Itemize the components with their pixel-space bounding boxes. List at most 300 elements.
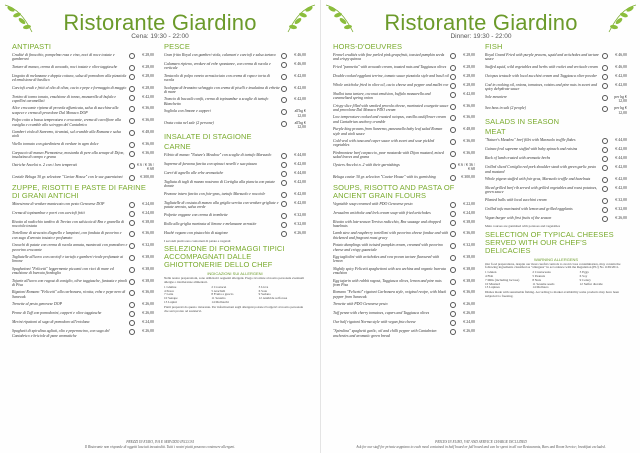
dish-price: € 28,00 [142,53,154,57]
dish-symbol-icon [129,220,135,226]
dish-symbol-icon [450,104,456,110]
section-heading: SELECTION OF TYPICAL CHEESES SERVED WITH OUR CHEF'S DELICACIES [485,229,614,255]
dish-price: € 28,00 [142,73,154,78]
dish-price: € 28,00 [142,64,154,69]
dish-symbol-icon [129,175,135,181]
menu-item [333,243,475,252]
dish-name: Sogliola con limone e capperi [164,109,211,114]
dish-name: Vitello tonnato con giardiniera di verdure in agro dolce [12,141,99,146]
dish-name: Filetto di manzo "Nature's Meadow" con scaglie di tartufo Marzuolo [164,152,272,157]
dish-price: € 32,00 [463,243,475,248]
dish-symbol-icon [129,329,135,335]
allergen-item: 13 Lupini [164,300,177,305]
dish-price: € 26,00 [142,329,154,334]
dish-symbol-icon [450,279,456,285]
dish-price: € 28,00 [463,82,475,87]
dish-price: € 42,00 [294,97,306,102]
dish-price: € 46,00 [615,64,627,69]
dish-symbol-icon [129,320,135,326]
menu-item [12,86,154,92]
dish-symbol-icon [281,192,287,198]
dish-price: € 42,00 [294,85,306,90]
dish-name: Rigatoni Romano "Felicetti" alla carbonara, ricotta, erba e pepe nero di Sarawak [12,290,126,299]
dish-name: Egg tagliolini with artichokes and raw prawn tartare flavoured with lemon [333,254,440,264]
menu-item [485,74,627,80]
menu-item [333,329,475,338]
dish-price: € 36,00 [142,150,154,155]
dish-symbol-icon [281,153,287,159]
dish-symbol-icon [281,86,287,92]
dish-symbol-icon [450,151,456,157]
dish-symbol-icon [450,163,456,169]
menu-item [485,65,627,71]
dish-name: Octopus tentacle with local zucchini cream and Taggiasca olive powder [485,73,597,78]
menu-item [164,180,306,189]
allergen-item: 9 Sedano [258,292,271,297]
dish-price: € 26,00 [294,230,306,235]
menu-note: Main courses are garnished with potatoes and vegetables [485,223,560,228]
dish-price: € 42,00 [615,165,627,170]
dish-name: Crispy slice filled with smoked provola cheese, marinated courgette sauce and provolone Dal Monaco PDO cream [333,103,449,113]
dish-name: Gran fritto Royal con gamberi viola, calamari e carciofi e salsa tartara [164,53,276,57]
dish-price: € 38,00 [142,266,154,271]
dish-symbol-icon [129,243,135,249]
footer-notice: Ask for our staff for private asppiano to each meal contained in half board or full board and can be spent in all our Restaurants, Bars and Room Service; breakfast excluded. [356,445,606,449]
menu-item [333,139,475,148]
dish-name: Carpaccio di manzo Piemontese, mostarda di pere alla senape di Dijon, insalatina di campo e grana [12,150,125,160]
dish-name: Merini ripattoni al sugo di pomodoro all'ertolana [12,320,90,325]
dish-price: € 26,00 [463,302,475,307]
dish-symbol-icon [281,213,287,219]
menu-item [485,53,627,62]
dish-symbol-icon [129,151,135,157]
menu-item [485,186,627,195]
dish-symbol-icon [129,130,135,136]
dish-price: € 22,00 [463,201,475,206]
dish-name: Polpo cotto a bassa temperatura e croccante, crema di cavolfiore alla vaniglia e crumble allo sciroppo del Cantabrico [12,118,122,127]
dish-name: Slightly spicy Felicetti spaghettoni with sea urchins and organic burrata emulsion [333,266,446,276]
dish-price: € 38,00 [463,219,475,224]
section-heading: HORS-D'OEUVRES [333,42,403,51]
menu-item [164,231,306,237]
dish-name: Fennel crudités with fine peeled pink grapefruit, toasted pumpkin seeds and crispy quinoa [333,53,445,62]
dish-symbol-icon [450,302,456,308]
allergen-item: 2 Crustaceans [532,270,551,275]
dish-price: € 42,00 [463,91,475,96]
dish-name: Pezzone intero farcito con foie-gras, tartufo Marzuolo e nocciole [164,191,266,196]
dish-symbol-icon [281,74,287,80]
menu-item [12,243,154,252]
dish-price: € 48,00 [142,130,154,135]
dish-name: Tagliatelle di costata di manzo alla griglia servita con verdure grigliate e patate arrosto, salsa verde [164,200,279,210]
dish-price: € 38,00 [463,278,475,283]
dish-name: Trenette with PDO Genovese pesto [333,302,388,307]
section-heading: INSALATE DI STAGIONE [164,131,252,141]
dish-name: Shallot tuna tartare, coconut emulsion, buffalo mozzarella and caramelized spring onion [333,91,431,101]
menu-item [333,255,475,264]
allergen-item: 6 Soia [258,288,267,293]
dish-symbol-icon [450,83,456,89]
allergen-item: 12 Anidride solforosa [258,296,288,301]
allergen-item: 8 Frutta a guscio [211,292,234,297]
dish-name: Beluga caviar 30 gr. selection "Caviar House" with its garnishing [333,174,436,179]
section-heading: CARNE [164,141,191,151]
dish-name: Piedmontese beef carpaccio, pear mostarda with Dijon mustard, mixed salad leaves and grana [333,150,444,160]
dish-name: Orata cotta nel sale (2 persone) [164,121,214,126]
menu-item [485,216,627,222]
allergen-item: 2 Crostacei [211,284,227,289]
menu-item [12,163,154,172]
dish-name: Spaghetti di spirulina agliati, olio e peperoncino, con sugo del Cantabrico e briciole di pane aromatiche [12,329,110,338]
dish-name: Vegan burger with first fruits of the season [485,215,552,220]
dish-name: Gamberi viola di Sanremo, tiramisù, sul crumble alla Romana e salsa aioli [12,130,122,139]
dish-price: € 28,00 [142,85,154,90]
dish-name: Vegetable soup creamed with PDO Genovese pesto [333,201,413,206]
dish-price: € 32,00 [615,206,627,211]
menu-item [485,83,627,92]
dish-price: € 28,00 [463,53,475,57]
dish-price: € 44,00 [615,138,627,143]
dish-name: Sole meuniere [485,94,508,99]
menu-item [164,201,306,210]
dish-name: Rack of lamb crusted with aromatic herbs [485,156,551,161]
dish-name: Sea bass in salt (2 people) [485,106,526,111]
dish-price: € 44,00 [615,156,627,161]
dish-name: Tajarin all'uovo con ragout di coniglio, olive taggiasche, fantasia e pinoli di Pisa [12,278,128,287]
dish-price: € 32,00 [294,212,306,217]
dish-name: Fried "pannetia" with avocado cream, toasted nuts and Taggiasca olives [333,64,447,69]
dish-price: € 42,00 [294,179,306,184]
dish-symbol-icon [129,106,135,112]
menu-item [333,311,475,317]
price-notice: PRICES IN EURO, VAT AND SERVICE CHARGE INCLUDED [435,440,527,444]
dish-symbol-icon [602,83,608,89]
dish-symbol-icon [450,92,456,98]
menu-item [164,86,306,95]
dish-name: Tartare di manzo, crema di avocado, noci tostate e olive taggiasche [12,64,118,69]
dish-name: Carciofi crudi e fritti al olio di oliva, cacio e pepe e formaggio di maggio [12,85,127,90]
dish-name: Grilled sliced Cortiglia red pork shoulder steak with green garlic pesto and mustard [485,165,597,174]
dish-price: per hg € 12,00 [614,94,627,104]
menu-item [164,53,306,59]
allergen-item: 3 Uova [258,284,269,289]
dish-name: Risotto with late-season Treviso radicchio, Bra sausage and chopped hazelnuts [333,219,441,228]
dish-symbol-icon [129,163,135,169]
dish-price: € 6 / € 36 / € 68 [458,162,475,172]
section-heading: ZUPPE, RISOTTI E PASTE DI FARINE DI GRANI ANTICHI [12,182,146,200]
dish-name: Cold veal with tuna and caper sauce with sweet and sour pickled vegetables [333,139,435,148]
allergen-item: 4 Fish [485,274,494,279]
menu-note: Nelle nostre preparazioni, sono utilizzati i seguenti allergeni. Prego ricordare al nostro personale eventuali allergie o intolleranze alimentari. [164,276,305,285]
menu-item [333,175,475,181]
dish-price: € 24,00 [142,201,154,206]
dish-name: Penne di Tuff con pomodorini, capperi e olive taggiasche [12,311,102,316]
menu-item [12,220,154,229]
allergen-item: 1 Glutine [164,284,177,289]
dish-price: € 26,00 [615,215,627,220]
dish-symbol-icon [450,53,456,59]
dish-price: € 46,00 [294,53,306,57]
menu-item [333,279,475,288]
dish-price: € 36,00 [463,103,475,108]
allergen-item: 10 Senape [164,296,178,301]
section-heading: ANTIPASTI [12,42,52,51]
allergen-item: 7 Milk (including lactose) [485,277,520,282]
dish-symbol-icon [602,138,608,144]
dish-symbol-icon [602,156,608,162]
menu-item [12,279,154,288]
allergen-item: 3 Eggs [579,270,589,275]
menu-item [485,207,627,213]
menu-column [164,41,306,314]
dish-name: Oysters Ancelot n. 2 with their garnishings [333,162,400,167]
dish-symbol-icon [602,53,608,59]
dish-name: Supreme di faraona farcita con spinaci novelli e sua piaaza [164,161,257,166]
section-heading: PESCE [164,42,190,51]
dish-price: € 42,00 [615,177,627,182]
dish-price: € 36,00 [142,141,154,146]
menu-item [12,65,154,71]
menu-item [12,320,154,326]
dish-name: Planted balls with local zucchini cream [485,197,547,202]
dish-price: € 24,00 [463,320,475,325]
dish-price: € 38,00 [142,278,154,283]
dish-name: Tortellone di stracotto d'agnello e lampioni, con fonduta di pecorino e con sugo d'arrosto tostato e profumato [12,231,122,240]
menu-item [485,165,627,174]
footer-notice: Il Ristorante non risponde di oggetti lasciati incustoditi. Tutti i nostri piatti possono contenere allergeni. [84,445,236,449]
dish-name: Tagliata di tagli di manzo nostrano di Cortiglia alla piancia con patate dorate [164,179,276,189]
dish-symbol-icon [602,207,608,213]
dish-name: Trancio di baccalà confit, crema di topinambur a scaglie di tartufo Bianchetto [164,97,269,106]
dish-price: per hg € 12,00 [614,106,627,115]
dish-price: € 38,00 [142,219,154,224]
dish-price: € 300,00 [140,174,154,179]
dish-name: Hachè vegano con pistacchio di stagione [164,230,229,235]
dish-price: € 36,00 [463,115,475,120]
menu-item [333,127,475,136]
dish-symbol-icon [281,121,287,127]
menu-column [12,41,154,341]
menu-column [333,41,475,341]
section-heading: FISH [485,42,503,51]
dish-price: € 26,00 [463,329,475,334]
dish-price: € 42,00 [294,161,306,166]
dish-name: Risotto al radicchio tardivo di Treviso con salsiccia di Bra e granella di nocciola tostata [12,219,125,228]
dish-name: Ostriche Ancelot n. 2 con i loro temperati [12,162,77,167]
section-heading: SELEZIONE DI FORMAGGI TIPICI ACCOMPAGNATI DALLE GHIOTTONERIE DELLO CHEF [164,244,285,270]
menu-item [485,147,627,153]
menu-item [333,163,475,172]
dish-name: Rolla alla griglia marinata al limone e melanzane arrostite [164,221,257,226]
dish-name: Tentacolo di polpo veneto arrosticciato con crema di rapa e torta di rucola [164,73,270,83]
dish-name: Sliced grilled beef rib served with grilled vegetables and roast potatoes, green sauce [485,186,598,195]
dish-price: € 38,00 [142,254,154,259]
dish-price: € 32,00 [142,243,154,248]
dish-symbol-icon [281,201,287,207]
restaurant-title: Ristorante Giardino [63,10,257,35]
dish-symbol-icon [129,74,135,80]
menu-item [333,104,475,113]
menu-item [12,74,154,83]
dish-symbol-icon [450,127,456,133]
dish-name: Crudité di finocchio, pompelmo rosa e vino, noci di noce tostate e gamberoni [12,53,115,62]
dish-symbol-icon [450,202,456,208]
dish-price: € 26,00 [142,302,154,307]
dish-name: Our half rigatoni Norma style with vegan feta cheese [333,320,416,325]
dish-name: Grilled tofu marinated with lemon and grilled eggplants [485,206,573,211]
menu-item [12,267,154,276]
dish-name: Tortino di tonno tonato, emulsione di tonno, mozzarella di bufala e capellini caramellati [12,94,117,104]
section-heading: SALADS IN SEASON [485,117,560,127]
dish-symbol-icon [129,211,135,217]
dish-name: Crema di topinambur e porri con carciofi fritti [12,210,85,215]
menu-item [164,222,306,228]
dish-symbol-icon [281,222,287,228]
dish-symbol-icon [281,109,287,115]
allergen-item: 13 Lupines [485,285,500,290]
dish-symbol-icon [129,118,135,124]
dish-name: Spaghettoni "Felicetti" leggermente piccanti con ricci di mare ed emulsione di burrata fiordoglio [12,266,114,276]
dish-price: all'hg € 12,00 [294,121,306,130]
dinner-hours: Dinner: 19:30 - 22:00 [450,33,512,40]
dish-symbol-icon [450,231,456,237]
menu-item [12,311,154,317]
dish-symbol-icon [450,74,456,80]
menu-item [333,92,475,101]
dish-symbol-icon [129,202,135,208]
menu-item [12,53,154,62]
allergen-heading: INDICAZIONI SUI ALLERGENI [207,271,263,277]
dish-price: € 26,00 [142,311,154,316]
dish-name: Royal Grand Fried with purple prawns, squid and artichokes and tartare sauce [485,53,599,62]
dish-price: € 36,00 [463,139,475,144]
dish-name: Tuff penne with cherry tomatoes, capers and Taggiasca olives [333,311,430,316]
dish-price: € 24,00 [463,210,475,215]
allergen-list [164,286,306,305]
dish-symbol-icon [129,95,135,101]
dish-name: Egg tajarin with rabbit ragout, Taggiasca olives, lemon and pine nuts from Pisa [333,278,442,287]
dish-price: € 42,00 [615,147,627,152]
dish-price: € 38,00 [463,254,475,259]
dish-name: "Spirulina" spaghetti garlic, oil and chilli pepper with Cantabrian anchovies and aromatic green bread [333,329,437,338]
dish-name: Calamaro ripieno, verdure ed erbe spontanee, con crema di rucola e verticale [164,62,271,71]
section-heading: SOUPS, RISOTTO AND PASTA OF ANCIENT GRAIN FLOURS [333,182,455,200]
dish-name: Purple king prawns from Sanremo, panzanella baby leaf salad Roman style and aioli sauce [333,127,443,136]
dish-name: Trenette al pesto genovese DOP [12,302,62,307]
dish-name: Cod in cooking oil, onions, tomatoes, raisins and pine nuts in sweet and spicy dehydrate sauce [485,82,598,92]
dish-symbol-icon [129,311,135,317]
dish-symbol-icon [450,320,456,326]
dish-symbol-icon [129,255,135,261]
dish-price: € 42,00 [615,73,627,78]
dish-price: € 26,00 [463,311,475,316]
menu-item [333,65,475,71]
menu-note: Our food preparations, despite our most careful controls to avoid cross contamination, may contain the following ingredients classified as "allergens" in accordance with the Regulation (EU) No 1169/2011. [485,261,621,270]
menu-item [333,53,475,62]
menu-item [12,106,154,115]
dish-symbol-icon [450,175,456,181]
dish-symbol-icon [450,115,456,121]
dish-symbol-icon [602,106,608,112]
dish-price: € 36,00 [142,106,154,111]
dish-symbol-icon [602,147,608,153]
dish-price: € 32,00 [615,197,627,202]
dish-price: € 32,00 [294,221,306,226]
menu-item [12,151,154,160]
dish-symbol-icon [602,95,608,101]
dish-symbol-icon [281,162,287,168]
dish-price: € 36,00 [463,290,475,295]
menu-item [12,118,154,127]
menu-item [12,95,154,104]
dish-price: € 36,00 [142,290,154,295]
dish-name: Lingotto di melanzane e doppia cottura, salsa di pomodoro alla pizzaiola ed emulsione di basilico [12,73,127,83]
dish-price: € 46,00 [615,53,627,57]
allergen-item: 6 Soy [579,274,588,279]
dish-price: € 24,00 [142,320,154,325]
menu-item [12,290,154,299]
dish-symbol-icon [602,216,608,222]
dish-price: € 36,00 [463,150,475,155]
dish-price: € 48,00 [463,127,475,132]
dish-name: Whole pigeon stuffed with foie gras, Marzuolo truffle and hazelnuts [485,177,591,182]
dish-symbol-icon [281,171,287,177]
dish-name: Polpette veggane con crema di trombette [164,212,228,217]
dish-name: Tagliatelle all'uovo con carciofi e tartufo e gamberi rivale profumate ai limone [12,254,124,264]
dish-symbol-icon [450,267,456,273]
menu-item [485,156,627,162]
section-heading: MEAT [485,127,506,137]
menu-item [12,130,154,139]
menu-item [164,109,306,118]
allergen-item: 14 Molluschi [211,300,229,305]
menu-item [164,192,306,198]
menu-item [333,231,475,240]
menu-item [333,83,475,89]
dish-symbol-icon [450,211,456,217]
dish-price: € 42,00 [294,191,306,196]
dish-symbol-icon [450,311,456,317]
dish-symbol-icon [129,290,135,296]
dish-price: € 42,00 [615,186,627,191]
allergen-item: 9 Celery [579,277,591,282]
menu-item [333,267,475,276]
menu-item [164,171,306,177]
dish-symbol-icon [602,198,608,204]
dish-name: Jerusalem artichoke and leek cream soup with fried artichokes [333,210,431,215]
menu-item [164,97,306,106]
dish-symbol-icon [129,86,135,92]
menu-item [164,121,306,130]
menu-item [333,320,475,326]
dish-name: Alice croccante ripiena di provola affumicata, salsa di zucchine alla scapece e crema di provolone Dal Monaco DOP [12,106,119,115]
dish-name: Scaloppa di branzino selvaggio con crema di piselli e insalatina di erbette di mare [164,85,280,95]
dish-name: Carré di agnello alle erbe aromatiche [164,170,224,175]
dish-price: € 300,00 [461,174,475,179]
dish-price: € 36,00 [142,231,154,236]
menu-item [12,175,154,181]
dish-price: € 38,00 [463,266,475,271]
dish-price: € 28,00 [463,64,475,69]
allergen-item: 10 Mustard [485,281,501,286]
menu-item [164,213,306,219]
menu-item [333,74,475,80]
allergen-item: 7 Latte [164,292,174,297]
allergen-item: 11 Sesame seeds [532,281,555,286]
menu-item [12,142,154,148]
menu-column [485,41,627,300]
dish-symbol-icon [602,177,608,183]
